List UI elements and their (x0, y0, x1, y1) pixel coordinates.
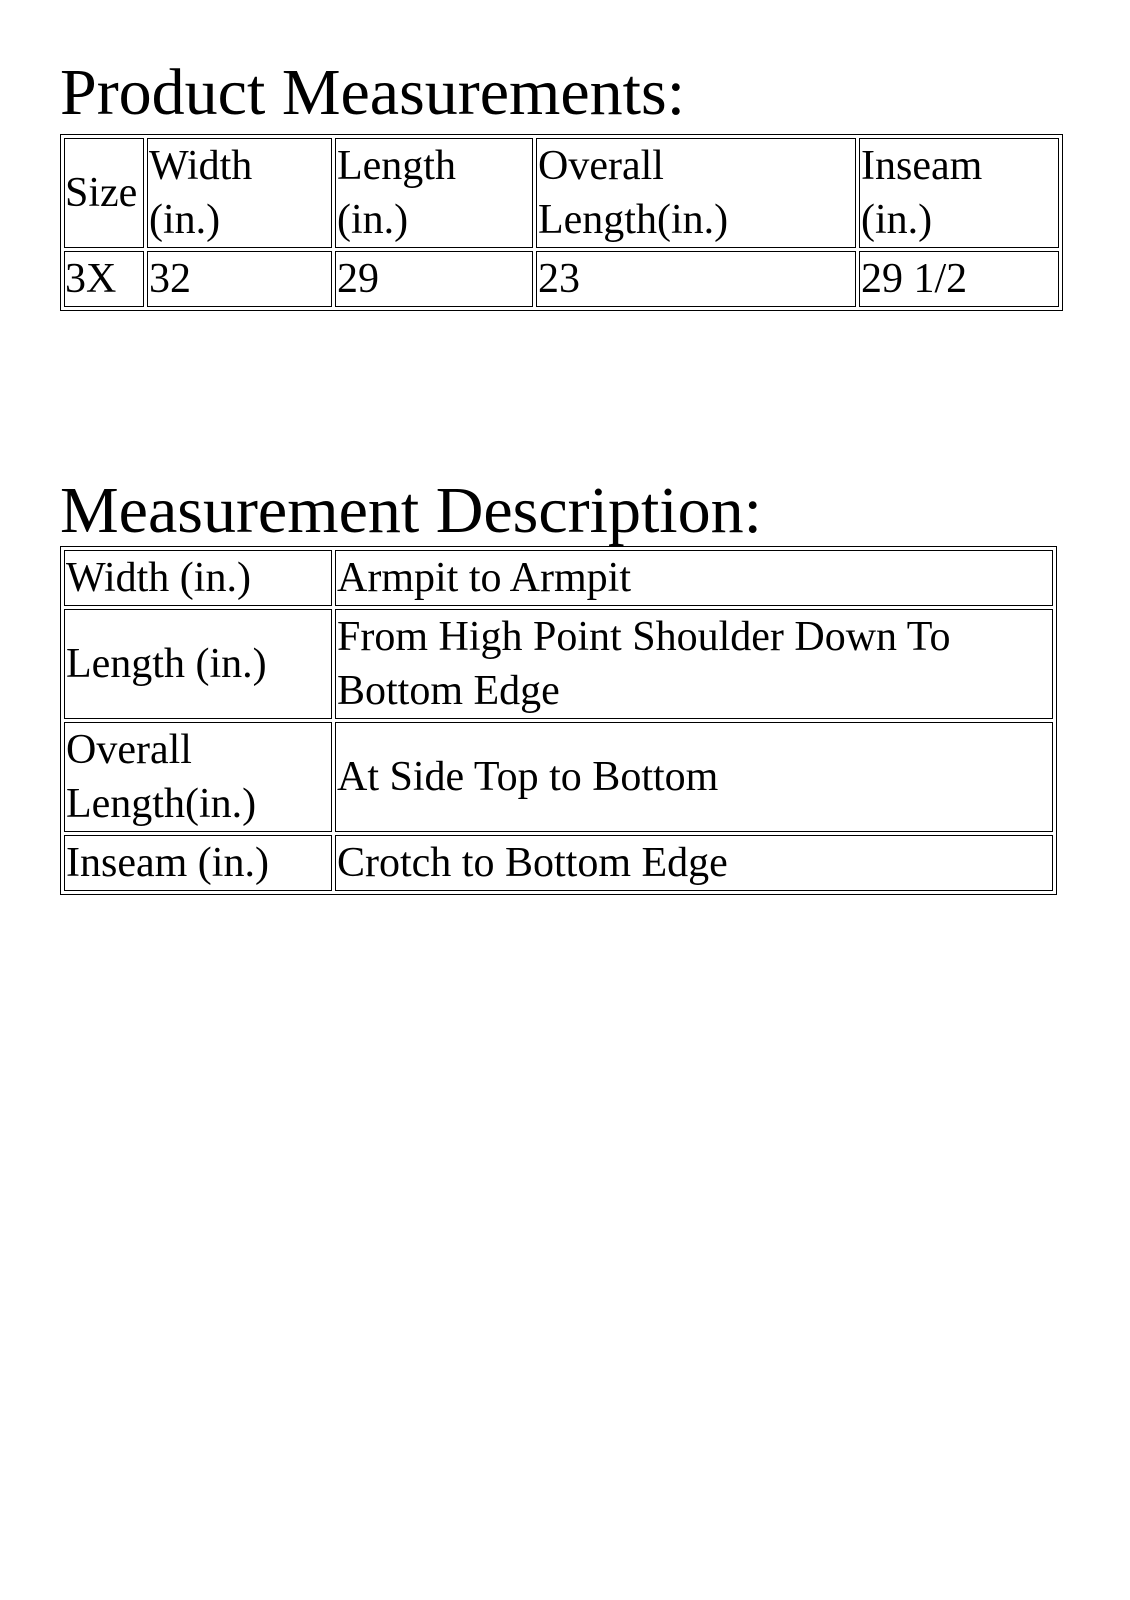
description-text: Crotch to Bottom Edge (335, 835, 1053, 891)
table-row (64, 251, 1059, 307)
header-row (64, 138, 1059, 248)
cell-length: 29 (335, 251, 533, 307)
description-label: Overall Length(in.) (64, 722, 332, 832)
header-width: Width (in.) (147, 138, 332, 248)
cell-width: 32 (147, 251, 332, 307)
measurement-description-table (60, 546, 1057, 895)
cell-overall-length: 23 (536, 251, 856, 307)
header-inseam: Inseam (in.) (859, 138, 1059, 248)
product-measurements-table (60, 134, 1063, 311)
table-row (64, 609, 1053, 719)
header-overall-length: Overall Length(in.) (536, 138, 856, 248)
product-measurements-heading: Product Measurements: (60, 56, 686, 129)
table-row (64, 722, 1053, 832)
table-row (64, 550, 1053, 606)
description-text: At Side Top to Bottom (335, 722, 1053, 832)
description-label: Width (in.) (64, 550, 332, 606)
measurement-description-heading: Measurement Description: (60, 474, 762, 547)
description-text: From High Point Shoulder Down To Bottom Edge (335, 609, 1053, 719)
description-label: Inseam (in.) (64, 835, 332, 891)
table-row (64, 835, 1053, 891)
cell-size: 3X (64, 251, 144, 307)
description-text: Armpit to Armpit (335, 550, 1053, 606)
header-length: Length (in.) (335, 138, 533, 248)
cell-inseam: 29 1/2 (859, 251, 1059, 307)
description-label: Length (in.) (64, 609, 332, 719)
header-size: Size (64, 138, 144, 248)
